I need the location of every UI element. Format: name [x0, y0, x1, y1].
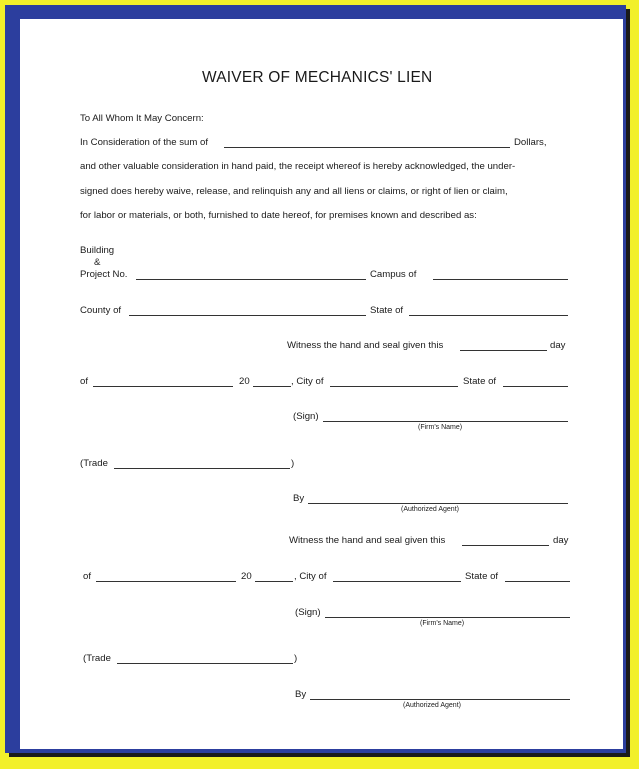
- firm-name-caption: (Firm's Name): [420, 620, 465, 627]
- of-label: of: [83, 571, 92, 582]
- year-prefix: 20: [241, 571, 252, 582]
- state-of-label: State of: [370, 305, 404, 316]
- sum-field[interactable]: [224, 147, 510, 148]
- agent-field[interactable]: [310, 699, 570, 700]
- paragraph-line: signed does hereby waive, release, and relinquish any and all liens or claims, or right of lien or claim,: [80, 186, 508, 197]
- city-field[interactable]: [330, 386, 458, 387]
- state-field[interactable]: [505, 581, 570, 582]
- ampersand-label: &: [94, 257, 101, 268]
- witness-label: Witness the hand and seal given this: [289, 535, 446, 546]
- city-of-label: , City of: [291, 376, 324, 387]
- state-field[interactable]: [409, 315, 568, 316]
- by-label: By: [293, 493, 305, 504]
- witness-label: Witness the hand and seal given this: [287, 340, 444, 351]
- city-of-label: , City of: [294, 571, 327, 582]
- year-field[interactable]: [255, 581, 293, 582]
- state-field[interactable]: [503, 386, 568, 387]
- trade-open: (Trade: [80, 458, 108, 469]
- trade-close: ): [294, 653, 298, 664]
- sign-label: (Sign): [295, 607, 321, 618]
- county-of-label: County of: [80, 305, 122, 316]
- trade-field[interactable]: [117, 663, 293, 664]
- year-field[interactable]: [253, 386, 291, 387]
- agent-field[interactable]: [308, 503, 568, 504]
- day-label: day: [550, 340, 566, 351]
- project-no-field[interactable]: [136, 279, 366, 280]
- by-label: By: [295, 689, 307, 700]
- consideration-label: In Consideration of the sum of: [80, 137, 208, 148]
- year-prefix: 20: [239, 376, 250, 387]
- authorized-agent-caption: (Authorized Agent): [401, 506, 459, 513]
- month-field[interactable]: [93, 386, 233, 387]
- county-field[interactable]: [129, 315, 366, 316]
- document-frame: [5, 5, 626, 753]
- trade-open: (Trade: [83, 653, 111, 664]
- firm-name-field[interactable]: [323, 421, 568, 422]
- firm-name-caption: (Firm's Name): [418, 424, 463, 431]
- firm-name-field[interactable]: [325, 617, 570, 618]
- campus-of-label: Campus of: [370, 269, 417, 280]
- state-of-label: State of: [463, 376, 497, 387]
- paragraph-line: and other valuable consideration in hand paid, the receipt whereof is hereby acknowledged, the under-: [80, 161, 516, 172]
- campus-field[interactable]: [433, 279, 568, 280]
- salutation: To All Whom It May Concern:: [80, 113, 204, 124]
- state-of-label: State of: [465, 571, 499, 582]
- document-page: [20, 19, 623, 749]
- building-label: Building: [80, 245, 115, 256]
- day-label: day: [553, 535, 569, 546]
- paragraph-line: for labor or materials, or both, furnished to date hereof, for premises known and described as:: [80, 210, 477, 221]
- day-field[interactable]: [462, 545, 549, 546]
- trade-close: ): [291, 458, 295, 469]
- sign-label: (Sign): [293, 411, 319, 422]
- month-field[interactable]: [96, 581, 236, 582]
- dollars-label: Dollars,: [514, 137, 547, 148]
- authorized-agent-caption: (Authorized Agent): [403, 702, 461, 709]
- day-field[interactable]: [460, 350, 547, 351]
- city-field[interactable]: [333, 581, 461, 582]
- of-label: of: [80, 376, 89, 387]
- trade-field[interactable]: [114, 468, 290, 469]
- document-title: WAIVER OF MECHANICS' LIEN: [202, 69, 433, 86]
- project-no-label: Project No.: [80, 269, 128, 280]
